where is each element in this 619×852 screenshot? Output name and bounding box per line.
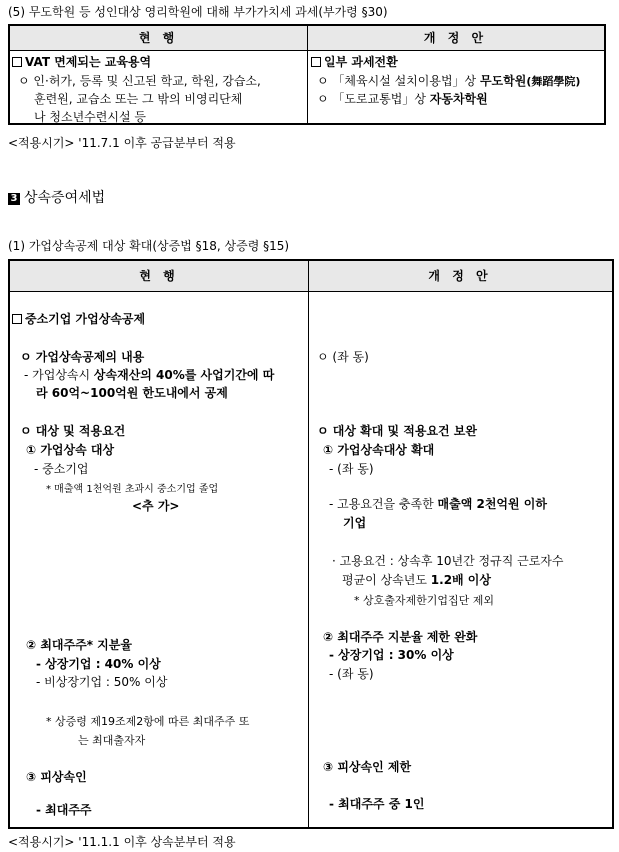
apply-date-2: <적용시기> '11.1.1 이후 상속분부터 적용 (8, 835, 236, 849)
vat-left-head (12, 53, 151, 70)
apply-date-1: <적용시기> '11.7.1 이후 공급분부터 적용 (8, 136, 236, 150)
right-b4 (329, 495, 547, 512)
left-c2: - 상장기업 : 40% 이상 (36, 657, 161, 671)
header-current: 현 행 (139, 269, 179, 283)
left-b5: <추 가> (132, 499, 180, 513)
left-b1: ㅇ 대상 및 적용요건 (20, 424, 126, 438)
vat-right-bullet-2-pre: ㅇ 「도로교통법」상 (317, 92, 430, 106)
vat-right-bullet-1-pre: ㅇ 「체육시설 설치이용법」상 (317, 74, 480, 88)
right-b8: * 상호출자제한기업집단 제외 (354, 594, 495, 607)
left-c5: 는 최대출자자 (78, 734, 146, 747)
right-b3: - (좌 동) (329, 462, 374, 476)
left-a2-bold: 상속재산의 40%를 사업기간에 따 (93, 368, 275, 382)
right-b7-bold: 1.2배 이상 (430, 573, 491, 587)
section-3-heading (8, 187, 105, 207)
vat-right-head (311, 53, 398, 70)
right-b6: · 고용요건 : 상속후 10년간 정규직 근로자수 (332, 554, 564, 568)
left-a2 (24, 366, 274, 383)
section-1-title: (1) 가업상속공제 대상 확대(상증법 §18, 상증령 §15) (8, 239, 290, 253)
right-c3: - (좌 동) (329, 667, 374, 681)
right-c1: ② 최대주주 지분율 제한 완화 (323, 630, 478, 644)
left-a3: 라 60억~100억원 한도내에서 공제 (36, 386, 228, 400)
right-b4-bold: 매출액 2천억원 이하 (437, 497, 547, 511)
left-a2-pre: - 가업상속시 (24, 368, 94, 382)
right-d2: - 최대주주 중 1인 (329, 797, 425, 811)
right-a1: ㅇ (좌 동) (317, 350, 369, 364)
left-head (12, 310, 145, 327)
left-c4: * 상증령 제19조제2항에 따른 최대주주 또 (46, 715, 250, 728)
checkbox-square-icon (311, 57, 321, 67)
vat-right-bullet-1 (317, 72, 580, 89)
right-b7 (342, 571, 491, 588)
left-d1: ③ 피상속인 (26, 770, 87, 784)
header-revised: 개 정 안 (428, 269, 492, 283)
vat-left-bullet-2: 훈련원, 교습소 또는 그 밖의 비영리단체 (34, 92, 243, 106)
left-d2: - 최대주주 (36, 803, 92, 817)
table-vat (8, 24, 606, 125)
left-b3: - 중소기업 (34, 462, 89, 476)
header-revised: 개 정 안 (423, 31, 488, 45)
vat-left-bullet-3: 나 청소년수련시설 등 (34, 110, 146, 124)
left-a1: ㅇ 가업상속공제의 내용 (20, 350, 145, 364)
right-b1: ㅇ 대상 확대 및 적용요건 보완 (317, 424, 477, 438)
left-head-text: 중소기업 가업상속공제 (25, 312, 146, 326)
section-3-number: 3 (8, 193, 20, 205)
vat-left-head-text: VAT 면제되는 교육용역 (25, 55, 152, 69)
left-c3: - 비상장기업 : 50% 이상 (36, 675, 168, 689)
right-b2: ① 가업상속대상 확대 (323, 443, 435, 457)
left-b4: * 매출액 1천억원 초과시 중소기업 졸업 (46, 484, 219, 495)
left-b2: ① 가업상속 대상 (26, 443, 115, 457)
right-b7-pre: 평균이 상속년도 (342, 573, 431, 587)
right-d1: ③ 피상속인 제한 (323, 760, 412, 774)
vat-right-bullet-1-hanja: (舞蹈學院) (526, 75, 581, 88)
left-c1: ② 최대주주* 지분율 (26, 638, 132, 652)
right-c2: - 상장기업 : 30% 이상 (329, 648, 454, 662)
right-b4-pre: - 고용요건을 충족한 (329, 497, 438, 511)
header-current: 현 행 (138, 31, 179, 45)
vat-right-bullet-2 (317, 90, 488, 107)
vat-right-bullet-2-bold: 자동차학원 (429, 92, 488, 106)
vat-right-head-text: 일부 과세전환 (324, 55, 398, 69)
checkbox-square-icon (12, 57, 22, 67)
vat-left-bullet-1: ㅇ 인·허가, 등록 및 신고된 학교, 학원, 강습소, (18, 74, 261, 88)
right-b5: 기업 (343, 516, 367, 530)
table-inheritance (8, 259, 614, 829)
section-3-title: 상속증여세법 (24, 190, 106, 206)
checkbox-square-icon (12, 314, 22, 324)
table-inheritance-divider (308, 261, 309, 827)
vat-right-bullet-1-bold: 무도학원 (479, 74, 527, 88)
section-5-title: (5) 무도학원 등 성인대상 영리학원에 대해 부가가치세 과세(부가령 §30) (8, 5, 388, 19)
